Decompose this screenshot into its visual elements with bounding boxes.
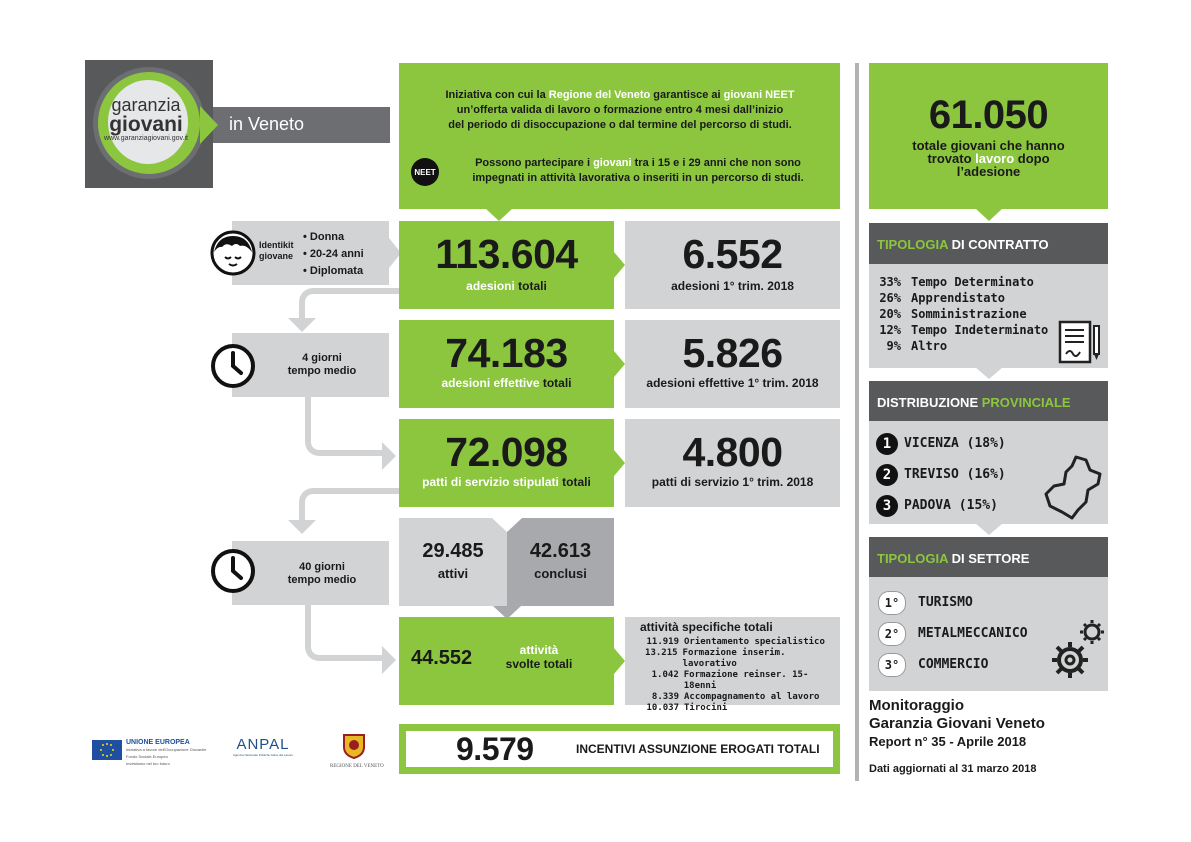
contract-document-icon: [1056, 318, 1104, 371]
intro-highlight-giovani: giovani: [593, 157, 632, 169]
contratto-label: Apprendistato: [911, 291, 1005, 305]
attivi-label: attivi: [437, 566, 469, 581]
effettive-value: 74.183: [445, 330, 568, 376]
eu-sub: Investiamo nel tuo futuro: [126, 761, 170, 766]
identikit-item: • 20-24 anni: [303, 248, 364, 260]
clock-icon: [210, 343, 256, 394]
adesioni-q-value: 6.552: [682, 231, 783, 277]
eu-flag: [92, 740, 122, 760]
contratto-pct: 33%: [879, 275, 901, 289]
monitor-title: Garanzia Giovani Veneto: [869, 715, 1045, 732]
rank-ordinal: 3°: [878, 653, 906, 677]
specifiche-label: Tirocini: [684, 703, 728, 713]
intro-text: tra i 15 e i 29 anni che non sono: [631, 157, 801, 169]
rank-badge: 2: [876, 464, 898, 486]
specifiche-label: Formazione inserim. lavorativo: [682, 648, 786, 669]
effettive-q-value: 5.826: [682, 330, 783, 376]
intro-text: Possono partecipare i: [475, 157, 594, 169]
rank-badge: 3: [876, 495, 898, 517]
effettive-q-label: adesioni effettive 1° trim. 2018: [646, 376, 819, 390]
specifiche-label: Accompagnamento al lavoro: [684, 692, 820, 702]
logo-text: [96, 96, 196, 143]
contratto-header-a: TIPOLOGIA: [877, 237, 949, 252]
logo-arrow: [200, 106, 218, 144]
contratto-header-b: DI CONTRATTO: [948, 237, 1049, 252]
trovato-label: dopo: [1014, 151, 1050, 166]
divider: [855, 63, 859, 781]
rank-ordinal: 1°: [878, 591, 906, 615]
attivita-arrow: [614, 648, 625, 674]
anpal-logo: ANPAL: [236, 736, 290, 753]
identikit-title: Identikit: [259, 240, 294, 250]
intro-text: impegnati in attività lavorativa o inseriti in un percorso di studi.: [472, 172, 804, 184]
logo-line1: garanzia: [111, 95, 181, 115]
province-label: PADOVA (15%): [904, 498, 998, 513]
connector-4-arrow: [382, 646, 396, 674]
time-value-2: 40 giorni: [299, 561, 345, 573]
veneto-map-icon: [1042, 454, 1104, 527]
specifiche-label: Formazione reinser. 15-18enni: [683, 670, 809, 691]
adesioni-label: adesioni: [466, 279, 515, 293]
adesioni-value: 113.604: [435, 231, 578, 277]
gears-icon: [1050, 616, 1108, 687]
patti-box: [399, 419, 614, 507]
contratto-label: Tempo Determinato: [911, 275, 1034, 289]
adesioni-q-box: [625, 221, 840, 309]
logo-line2: giovani: [109, 113, 183, 136]
contratto-label: Somministrazione: [911, 307, 1027, 321]
connector-1-arrow: [288, 318, 316, 332]
logo-url: www.garanziagiovani.gov.it: [104, 135, 188, 142]
contratto-pct: 12%: [879, 323, 901, 337]
sector-label: METALMECCANICO: [918, 626, 1028, 641]
specifiche-num: 8.339: [651, 692, 679, 702]
monitor-title: Monitoraggio: [869, 697, 964, 714]
provinciale-header-b: PROVINCIALE: [978, 395, 1071, 410]
settore-header: [869, 537, 1108, 577]
patti-q-label: patti di servizio 1° trim. 2018: [651, 475, 814, 489]
neet-badge-text: NEET: [414, 167, 436, 177]
patti-q-box: [625, 419, 840, 507]
logo-tab-text: in Veneto: [229, 114, 305, 134]
specifiche-label: Orientamento specialistico: [684, 637, 825, 647]
intro-text: Iniziativa con cui la: [445, 89, 549, 101]
trovato-box: [869, 63, 1108, 209]
trovato-label-highlight: lavoro: [975, 151, 1015, 166]
adesioni-box: [399, 221, 614, 309]
incentivi-box: [399, 724, 840, 774]
intro-box: [399, 63, 840, 209]
rank-badge: 1: [876, 433, 898, 455]
effettive-q-box: [625, 320, 840, 408]
contratto-pct: 26%: [879, 291, 901, 305]
identikit-item: • Diplomata: [303, 265, 364, 277]
province-label: VICENZA (18%): [904, 436, 1006, 451]
specifiche-num: 11.919: [646, 637, 679, 647]
specifiche-box: [625, 617, 840, 713]
sector-label: TURISMO: [918, 595, 973, 610]
incentivi-value: 9.579: [456, 731, 534, 767]
time-label-2: tempo medio: [287, 574, 357, 586]
patti-arrow: [614, 450, 625, 476]
intro-arrow: [485, 208, 513, 221]
trovato-label: totale giovani che hanno: [912, 138, 1065, 153]
identikit-item: • Donna: [303, 231, 345, 243]
data-update-note: Dati aggiornati al 31 marzo 2018: [869, 763, 1037, 775]
identikit-title: giovane: [259, 251, 294, 261]
attivita-label: attività: [519, 643, 559, 657]
adesioni-q-label: adesioni 1° trim. 2018: [671, 279, 794, 293]
settore-header-a: TIPOLOGIA: [877, 551, 949, 566]
trovato-label: l’adesione: [956, 164, 1021, 179]
report-number: Report n° 35 - Aprile 2018: [869, 734, 1027, 749]
contratto-label: Altro: [911, 339, 948, 353]
specifiche-num: 10.037: [646, 703, 679, 713]
attivi-box: [399, 518, 507, 606]
contratto-arrow: [975, 367, 1003, 379]
patti-q-value: 4.800: [682, 429, 783, 475]
connector-3-arrow: [288, 520, 316, 534]
time-value-1: 4 giorni: [302, 352, 342, 364]
trovato-value: 61.050: [928, 93, 1049, 137]
intro-highlight-regione: Regione del Veneto: [548, 89, 651, 101]
specifiche-num: 1.042: [651, 670, 679, 680]
notch: [492, 518, 522, 532]
specifiche-num: 13.215: [645, 648, 678, 658]
contratto-pct: 20%: [879, 307, 901, 321]
incentivi-label: INCENTIVI ASSUNZIONE EROGATI TOTALI: [576, 742, 820, 756]
settore-header-b: DI SETTORE: [948, 551, 1030, 566]
sector-label: COMMERCIO: [918, 657, 989, 672]
regione-crest-icon: [342, 733, 366, 759]
eu-label: UNIONE EUROPEA: [126, 739, 190, 746]
intro-text: garantisce ai: [650, 89, 724, 101]
attivita-box: [399, 617, 614, 705]
connector-3: [299, 488, 415, 524]
connector-2: [305, 388, 385, 456]
contratto-header: [869, 223, 1108, 264]
trovato-arrow: [975, 208, 1003, 221]
rank-ordinal: 2°: [878, 622, 906, 646]
connector-1: [299, 288, 415, 324]
intro-highlight-neet: giovani NEET: [723, 89, 795, 101]
patti-value: 72.098: [445, 429, 568, 475]
intro-text: del periodo di disoccupazione o dal termine del percorso di studi.: [448, 119, 792, 131]
trovato-label: trovato: [927, 151, 976, 166]
attivita-value: 44.552: [411, 647, 473, 669]
connector-2-arrow: [382, 442, 396, 470]
patti-label-suffix: totali: [558, 475, 591, 489]
effettive-label: adesioni effettive: [441, 376, 540, 390]
adesioni-arrow: [614, 252, 625, 278]
regione-label: REGIONE DEL VENETO: [330, 764, 384, 769]
attivi-value: 29.485: [422, 540, 484, 562]
province-label: TREVISO (16%): [904, 467, 1006, 482]
neet-badge: [411, 158, 439, 186]
provinciale-arrow: [975, 523, 1003, 535]
anpal-sub: Agenzia Nazionale Politiche Attive del Lavoro: [232, 753, 294, 757]
adesioni-label-suffix: totali: [514, 279, 547, 293]
effettive-box: [399, 320, 614, 408]
eu-sub: Fondo Sociale Europeo: [126, 754, 168, 759]
provinciale-header-a: DISTRIBUZIONE: [877, 395, 979, 410]
clock-icon: [210, 548, 256, 599]
provinciale-header: [869, 381, 1108, 421]
eu-sub: Iniziativa a favore dell'Occupazione Giovanile: [126, 747, 207, 752]
specifiche-title: attività specifiche totali: [640, 620, 773, 634]
attivita-label: svolte totali: [505, 657, 573, 671]
effettive-label-suffix: totali: [539, 376, 572, 390]
effettive-arrow: [614, 351, 625, 377]
patti-label: patti di servizio stipulati: [422, 475, 559, 489]
girl-face-icon: [210, 230, 256, 281]
conclusi-box: [507, 518, 614, 606]
contratto-label: Tempo Indeterminato: [911, 323, 1049, 337]
conclusi-label: conclusi: [534, 566, 587, 581]
time-label-1: tempo medio: [287, 365, 357, 377]
contratto-pct: 9%: [886, 339, 901, 353]
intro-text: un’offerta valida di lavoro o formazione entro 4 mesi dall’inizio: [456, 104, 784, 116]
conclusi-value: 42.613: [529, 540, 592, 562]
